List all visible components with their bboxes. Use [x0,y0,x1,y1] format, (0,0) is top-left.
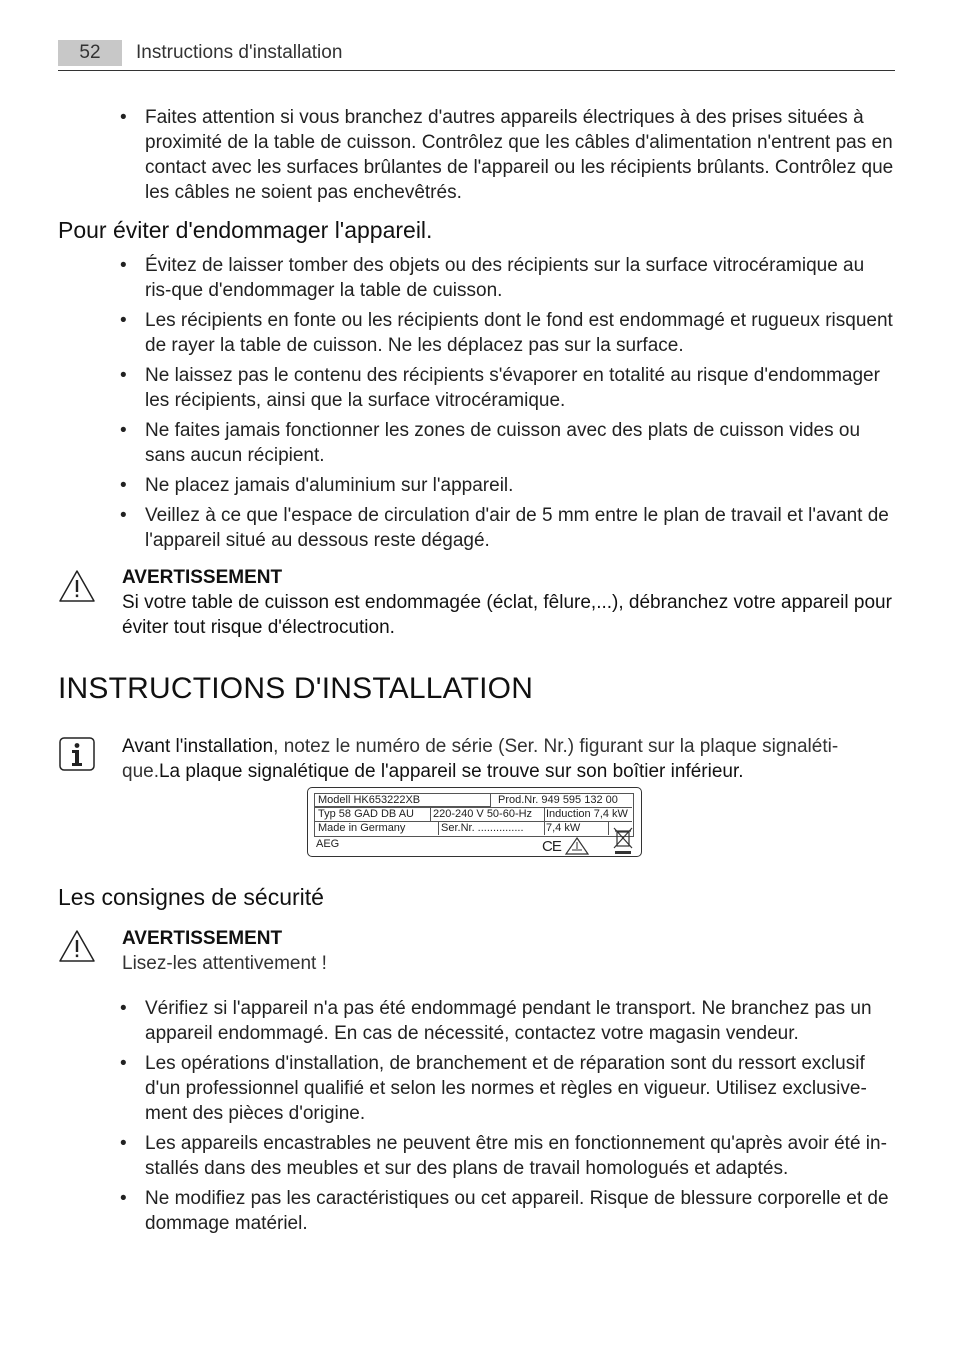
list-item: • Les appareils encastrables ne peuvent être mis en fonctionnement qu'après avoir été in-stallés dans des meubles et sur des plans de travail homologués et adaptés. [0,1131,895,1181]
warning-icon [58,928,96,964]
plate-induction: Induction 7,4 kW [546,808,628,820]
warning-note-damage [122,565,892,640]
warning-note-safety [122,926,892,976]
list-item: • Vérifiez si l'appareil n'a pas été endommagé pendant le transport. Ne branchez pas un appareil endommagé. En cas de nécessité, contactez votre magasin vendeur. [0,996,895,1046]
plate-brand: AEG [316,838,340,850]
warning-text: Si votre table de cuisson est endommagée (éclat, fêlure,...), débranchez votre appareil pour éviter tout risque d'électrocution. [122,592,892,638]
safety-bullet-list [0,996,895,1241]
info-icon [58,736,96,772]
plate-made-in: Made in Germany [318,822,406,834]
info-mid: , notez le numéro de série (Ser. Nr.) figurant sur la plaque signaléti-que. [122,736,839,782]
running-title: Instructions d'installation [136,42,343,63]
info-note-serial [122,734,892,784]
list-item: • Ne placez jamais d'aluminium sur l'appareil. [0,473,895,498]
warning-icon [58,568,96,604]
plate-voltage: 220-240 V 50-60-Hz [433,808,533,820]
list-item: • Ne laissez pas le contenu des récipients s'évaporer en totalité au risque d'endommager les récipients, ainsi que la surface vitrocéramique. [0,363,895,413]
list-item: • Les opérations d'installation, de branchement et de réparation sont du ressort exclusif d'un professionnel qualifié et selon les normes et règles en vigueur. Utilisez exclusive-ment des pièces d'origine. [0,1051,895,1126]
top-bullet-list [0,105,895,210]
plate-prod-nr: Prod.Nr. 949 595 132 00 [498,794,618,806]
rating-plate [307,787,642,857]
plate-divider [438,821,439,835]
weee-bin-icon [611,824,635,856]
page-number: 52 [58,40,122,66]
warning-label: AVERTISSEMENT [122,567,283,588]
plate-model: Modell HK653222XB [318,794,421,806]
plate-divider [430,807,431,821]
plate-power: 7,4 kW [546,822,581,834]
list-item: • Faites attention si vous branchez d'autres appareils électriques à des prises situées à proximité de la table de cuisson. Contrôlez que les câbles d'alimentation n'entrent pas en contact avec les surfaces brûlantes de l'appareil ou les récipients brûlants. Contrôlez que les câbles ne soient pas enchevêtrés. [0,105,895,205]
page-title: INSTRUCTIONS D'INSTALLATION [58,672,534,705]
list-item: • Ne modifiez pas les caractéristiques ou cet appareil. Risque de blessure corporelle et de dommage matériel. [0,1186,895,1236]
warning-text: Lisez-les attentivement ! [122,953,327,974]
warning-label: AVERTISSEMENT [122,928,283,949]
damage-bullet-list [0,253,895,558]
plate-safety-mark-icon [564,836,590,856]
list-item: • Veillez à ce que l'espace de circulation d'air de 5 mm entre le plan de travail et l'avant de l'appareil situé au dessous reste dégagé. [0,503,895,553]
page-header [58,40,895,71]
info-lead: Avant l'installation [122,736,274,757]
plate-ser-nr: Ser.Nr. ............... [441,822,524,834]
plate-divider [608,821,609,835]
section-heading-safety: Les consignes de sécurité [58,884,324,910]
plate-typ: Typ 58 GAD DB AU [318,808,414,820]
list-item: • Évitez de laisser tomber des objets ou des récipients sur la surface vitrocéramique au ris-que d'endommager la table de cuisson. [0,253,895,303]
section-heading-damage: Pour éviter d'endommager l'appareil. [58,217,433,243]
info-tail: La plaque signalétique de l'appareil se trouve sur son boîtier inférieur. [158,761,744,782]
list-item: • Les récipients en fonte ou les récipients dont le fond est endommagé et rugueux risquent de rayer la table de cuisson. Ne les déplacez pas sur la surface. [0,308,895,358]
list-item: • Ne faites jamais fonctionner les zones de cuisson avec des plats de cuisson vides ou sans aucun récipient. [0,418,895,468]
plate-ce-mark: CE [542,838,561,855]
